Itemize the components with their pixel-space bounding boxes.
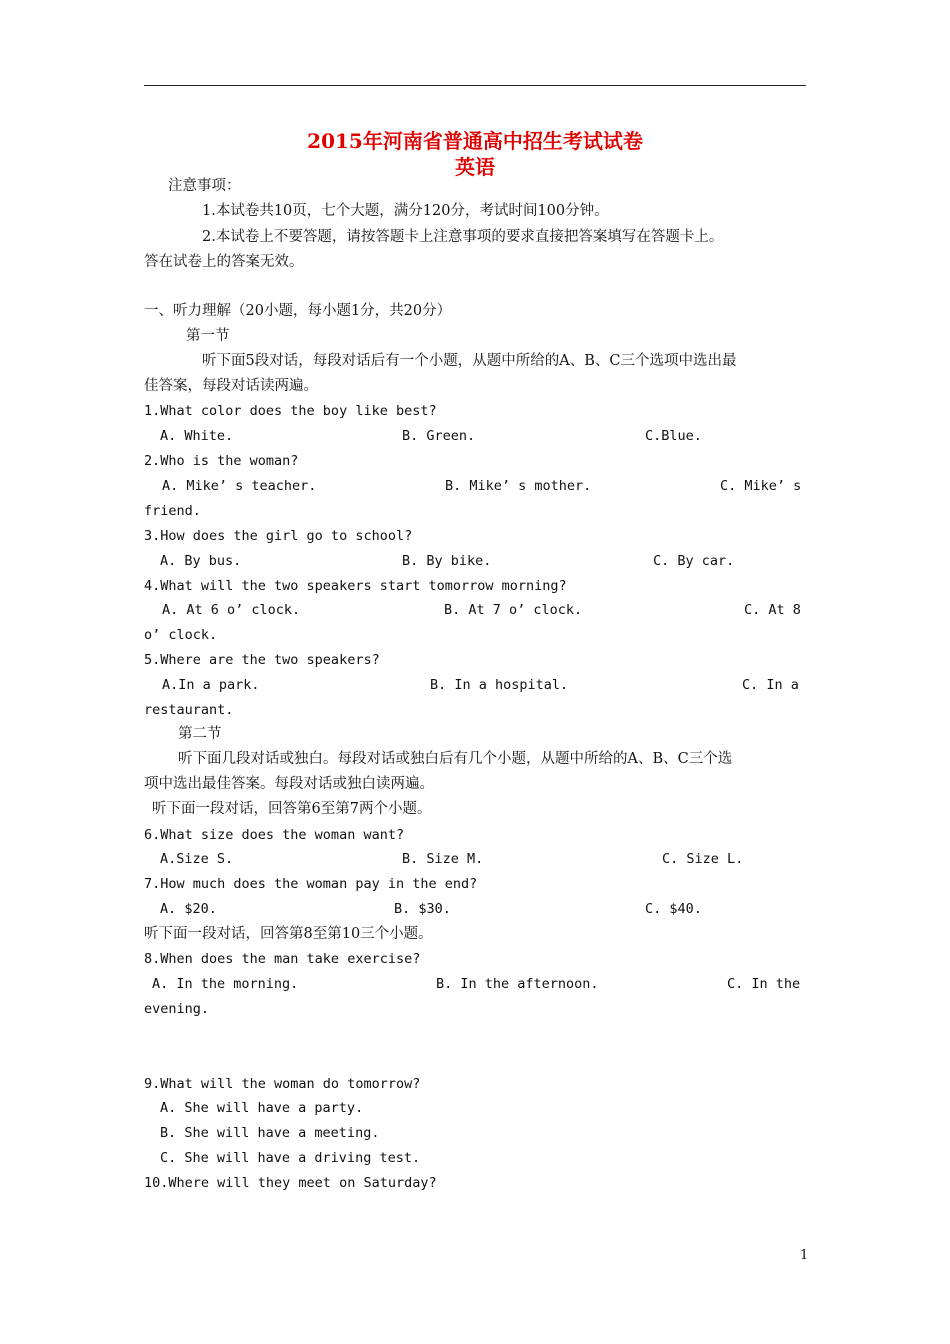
question-9-option-c: C. She will have a driving test. bbox=[160, 1150, 421, 1166]
question-6: 6.What size does the woman want? bbox=[144, 827, 405, 843]
question-8-option-c: C. In the bbox=[727, 976, 801, 992]
question-1: 1.What color does the boy like best? bbox=[144, 403, 437, 419]
question-2-option-c: C. Mike’ s bbox=[720, 478, 802, 494]
question-10: 10.Where will they meet on Saturday? bbox=[144, 1175, 437, 1191]
question-2-option-c-cont: friend. bbox=[144, 503, 201, 519]
question-3-option-c: C. By car. bbox=[653, 553, 735, 569]
part-1-instruction-cont: 佳答案，每段对话读两遍。 bbox=[144, 378, 318, 394]
question-4-option-c: C. At 8 bbox=[744, 602, 801, 618]
question-6-option-c: C. Size L. bbox=[662, 851, 744, 867]
question-7: 7.How much does the woman pay in the end? bbox=[144, 876, 478, 892]
question-5: 5.Where are the two speakers? bbox=[144, 652, 380, 668]
question-7-option-b: B. $30. bbox=[394, 901, 451, 917]
question-4-option-b: B. At 7 o’ clock. bbox=[444, 602, 583, 618]
question-2-option-b: B. Mike’ s mother. bbox=[445, 478, 592, 494]
part-2-instruction-cont: 项中选出最佳答案。每段对话或独白读两遍。 bbox=[144, 776, 434, 792]
question-8-option-a: A. In the morning. bbox=[152, 976, 299, 992]
dialogue-instruction-6-7: 听下面一段对话，回答第6至第7两个小题。 bbox=[152, 801, 432, 817]
question-1-option-c: C.Blue. bbox=[645, 428, 702, 444]
question-8: 8.When does the man take exercise? bbox=[144, 951, 421, 967]
question-5-option-c-cont: restaurant. bbox=[144, 702, 234, 718]
question-3: 3.How does the girl go to school? bbox=[144, 528, 413, 544]
question-6-option-a: A.Size S. bbox=[160, 851, 234, 867]
question-7-option-a: A. $20. bbox=[160, 901, 217, 917]
question-8-option-c-cont: evening. bbox=[144, 1001, 210, 1017]
page-subtitle: 英语 bbox=[455, 155, 495, 179]
dialogue-instruction-8-10: 听下面一段对话，回答第8至第10三个小题。 bbox=[144, 926, 433, 942]
page-number: 1 bbox=[800, 1248, 809, 1263]
question-2: 2.Who is the woman? bbox=[144, 453, 299, 469]
question-1-option-a: A. White. bbox=[160, 428, 234, 444]
page-title: 2015年河南省普通高中招生考试试卷 bbox=[307, 129, 643, 153]
question-9-option-a: A. She will have a party. bbox=[160, 1100, 364, 1116]
notice-heading: 注意事项： bbox=[168, 178, 241, 194]
header-rule bbox=[144, 85, 806, 86]
question-9-option-b: B. She will have a meeting. bbox=[160, 1125, 380, 1141]
part-1-instruction: 听下面5段对话，每段对话后有一个小题，从题中所给的A、B、C三个选项中选出最 bbox=[202, 353, 737, 369]
question-5-option-b: B. In a hospital. bbox=[430, 677, 569, 693]
notice-item-1: 1.本试卷共10页，七个大题，满分120分，考试时间100分钟。 bbox=[202, 203, 609, 219]
part-2-heading: 第二节 bbox=[178, 726, 222, 742]
question-4-option-c-cont: o’ clock. bbox=[144, 627, 218, 643]
question-4: 4.What will the two speakers start tomorrow morning? bbox=[144, 578, 567, 594]
question-3-option-a: A. By bus. bbox=[160, 553, 242, 569]
question-4-option-a: A. At 6 o’ clock. bbox=[162, 602, 301, 618]
part-1-heading: 第一节 bbox=[186, 328, 230, 344]
part-2-instruction: 听下面几段对话或独白。每段对话或独白后有几个小题，从题中所给的A、B、C三个选 bbox=[178, 751, 733, 767]
question-7-option-c: C. $40. bbox=[645, 901, 702, 917]
question-8-option-b: B. In the afternoon. bbox=[436, 976, 599, 992]
question-9: 9.What will the woman do tomorrow? bbox=[144, 1076, 421, 1092]
question-3-option-b: B. By bike. bbox=[402, 553, 492, 569]
section-heading: 一、听力理解（20小题，每小题1分，共20分） bbox=[144, 303, 452, 319]
question-6-option-b: B. Size M. bbox=[402, 851, 484, 867]
notice-item-2: 2.本试卷上不要答题，请按答题卡上注意事项的要求直接把答案填写在答题卡上。 bbox=[202, 229, 724, 245]
question-2-option-a: A. Mike’ s teacher. bbox=[162, 478, 317, 494]
question-5-option-c: C. In a bbox=[742, 677, 799, 693]
question-1-option-b: B. Green. bbox=[402, 428, 476, 444]
notice-item-2-cont: 答在试卷上的答案无效。 bbox=[144, 254, 304, 270]
question-5-option-a: A.In a park. bbox=[162, 677, 260, 693]
